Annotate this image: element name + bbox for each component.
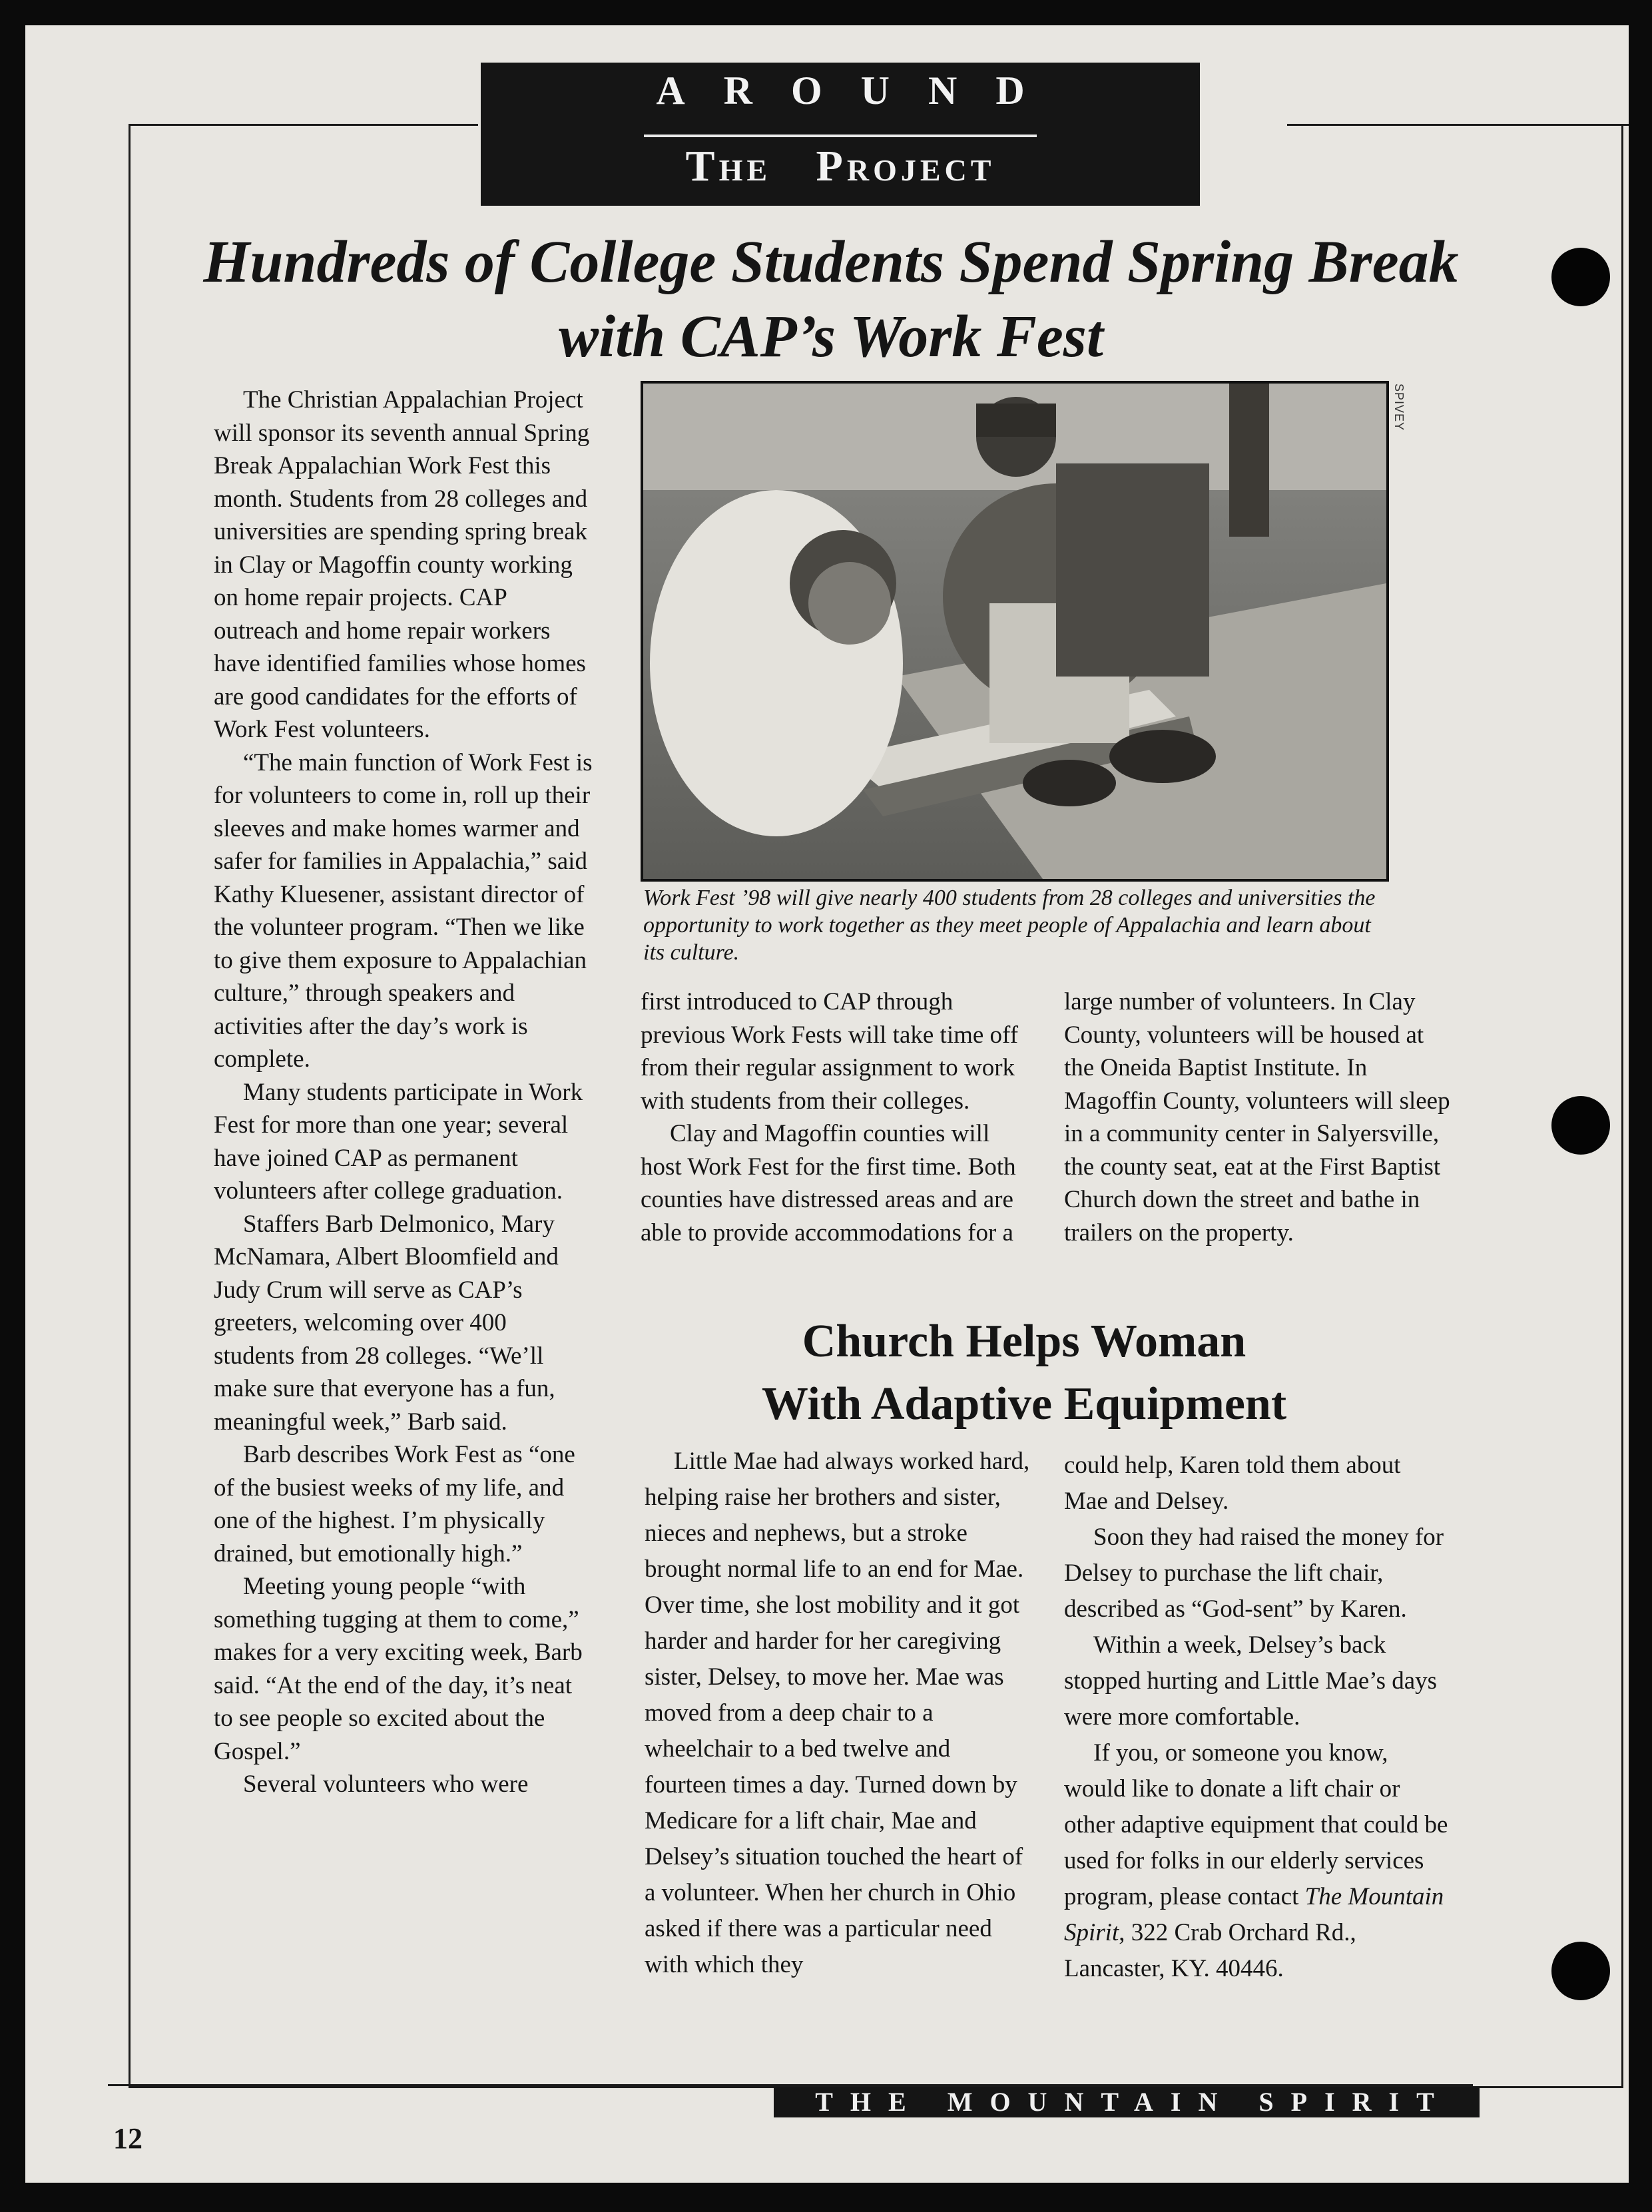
article2-headline-line1: Church Helps Woman [802, 1316, 1246, 1367]
footer-publication-bar: THE MOUNTAIN SPIRIT [774, 2087, 1480, 2117]
article-headline: Hundreds of College Students Spend Spring Break with CAP’s Work Fest [203, 229, 1459, 370]
paragraph: Clay and Magoffin counties will host Work Fest for the first time. Both counties have distressed areas and are able to provide accommodations for a [641, 1120, 1016, 1246]
paragraph: Many students participate in Work Fest for more than one year; several have joined CAP as permanent volunteers after college graduation. [214, 1078, 583, 1205]
banner-word-project: Project [816, 142, 995, 190]
paragraph: could help, Karen told them about Mae and Delsey. [1064, 1452, 1401, 1515]
banner-word-the: The [685, 142, 772, 190]
paragraph: Several volunteers who were [243, 1771, 529, 1798]
article2-headline-line2: With Adaptive Equipment [761, 1378, 1287, 1430]
binder-hole-top [1551, 248, 1610, 306]
binder-hole-bottom [1551, 1942, 1610, 2000]
paragraph: large number of volunteers. In Clay County, volunteers will be housed at the Oneida Baptist Institute. In Magoffin County, volunteers will sleep in a community center in Salyersville, the county seat, eat at the First Baptist Church down the street and bathe in trailers on the property. [1064, 988, 1450, 1246]
banner-around: AROUND [656, 69, 1063, 113]
article2-headline [751, 1310, 1297, 1436]
paragraph: Little Mae had always worked hard, helping raise her brothers and sister, nieces and nephews, but a stroke brought normal life to an end for Mae. Over time, she lost mobility and it got harder and harder for her caregiving sister, Delsey, to move her. Mae was moved from a deep chair to a wheelchair to a bed twelve and fourteen times a day. Turned down by Medicare for a lift chair, Mae and Delsey’s situation touched the heart of a volunteer. When her church in Ohio asked if there was a particular need with which they [645, 1448, 1030, 1978]
page-number: 12 [113, 2122, 142, 2155]
footer-rule [108, 2084, 1473, 2086]
article2-column-2 [1064, 1448, 1450, 1987]
photo-caption: Work Fest ’98 will give nearly 400 students from 28 colleges and universities the opportunity to work together as they meet people of Appalachia and learn about its culture. [643, 886, 1376, 965]
paragraph: Meeting young people “with something tugging at them to come,” makes for a very exciting week, Barb said. “At the end of the day, it’s neat to see people so excited about the Gospel.” [214, 1573, 583, 1765]
article1-column-3 [1064, 985, 1450, 1249]
frame-rule-right [1621, 124, 1623, 2088]
paragraph: first introduced to CAP through previous Work Fests will take time off from their regular assignment to work with students from their colleges. [641, 988, 1019, 1115]
paragraph: Staffers Barb Delmonico, Mary McNamara, Albert Bloomfield and Judy Crum will serve as CAP’s greeters, welcoming over 400 students from 28 colleges. “We’ll make sure that everyone has a fun, meaningful week,” Barb said. [214, 1210, 559, 1436]
closing-address: , 322 Crab Orchard Rd., Lancaster, KY. 40446. [1064, 1919, 1356, 1982]
magazine-page [25, 25, 1629, 2183]
closing-text: If you, or someone you know, would like to donate a lift chair or other adaptive equipment that could be used for folks in our elderly services program, please contact [1064, 1739, 1448, 1910]
photo-credit: SPIVEY [1392, 384, 1406, 431]
banner-divider [644, 135, 1037, 137]
paragraph: “The main function of Work Fest is for volunteers to come in, roll up their sleeves and make homes warmer and safer for families in Appalachia,” said Kathy Kluesener, assistant director of the volunteer program. “Then we like to give them exposure to Appalachian culture,” through speakers and activities after the day’s work is complete. [214, 748, 593, 1073]
banner-the-project [481, 141, 1200, 192]
binder-hole-middle [1551, 1096, 1610, 1155]
article1-column-1 [214, 384, 593, 1801]
work-fest-photo [641, 381, 1389, 882]
closing-paragraph [1064, 1735, 1450, 1987]
paragraph: The Christian Appalachian Project will sponsor its seventh annual Spring Break Appalachian Work Fest this month. Students from 28 colleges and universities are spending spring break in Clay or Magoffin county working on home repair projects. CAP outreach and home repair workers have identified families whose homes are good candidates for the efforts of Work Fest volunteers. [214, 386, 590, 743]
photo-illustration [643, 384, 1386, 879]
article1-column-2 [641, 985, 1027, 1249]
paragraph: Within a week, Delsey’s back stopped hurting and Little Mae’s days were more comfortable. [1064, 1631, 1438, 1731]
paragraph: Soon they had raised the money for Delsey to purchase the lift chair, described as “God-sent” by Karen. [1064, 1523, 1444, 1623]
publication-name: The Mountain Spirit [1064, 1883, 1444, 1946]
section-banner [481, 63, 1200, 206]
article2-column-1 [645, 1444, 1031, 1983]
paragraph: Barb describes Work Fest as “one of the busiest weeks of my life, and one of the highest. I’m physically drained, but emotionally high.” [214, 1441, 575, 1567]
